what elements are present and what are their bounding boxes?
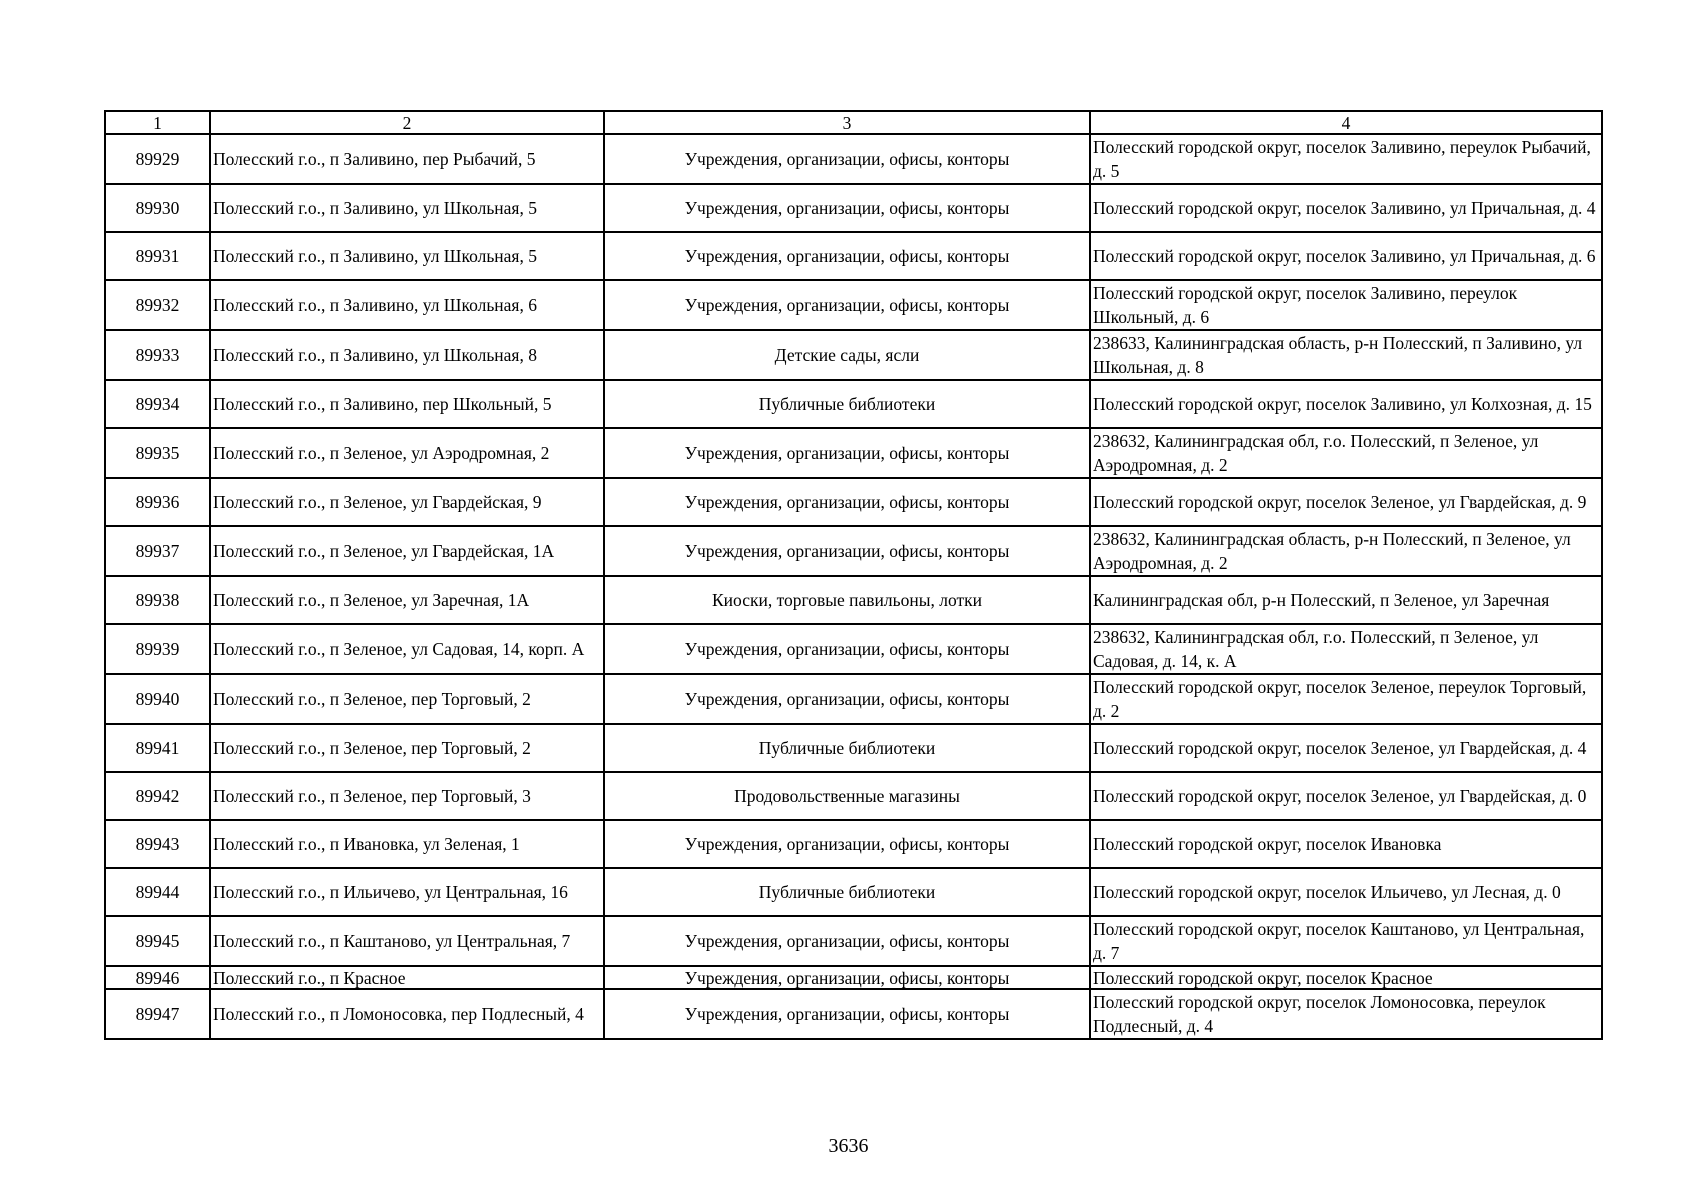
cell-address: Полесский г.о., п Зеленое, ул Аэродромная, 2 [210,428,604,478]
cell-id: 89946 [105,966,210,989]
cell-id: 89929 [105,134,210,184]
cell-full-address: Полесский городской округ, поселок Заливино, переулок Рыбачий, д. 5 [1090,134,1602,184]
table-row [105,868,1602,916]
cell-category: Учреждения, организации, офисы, конторы [604,232,1090,280]
cell-id: 89944 [105,868,210,916]
cell-full-address: Полесский городской округ, поселок Заливино, ул Колхозная, д. 15 [1090,380,1602,428]
cell-id: 89943 [105,820,210,868]
cell-address: Полесский г.о., п Заливино, ул Школьная, 6 [210,280,604,330]
table-row [105,184,1602,232]
cell-address: Полесский г.о., п Ломоносовка, пер Подлесный, 4 [210,989,604,1039]
cell-address: Полесский г.о., п Красное [210,966,604,989]
header-row [105,111,1602,134]
table-row [105,916,1602,966]
cell-full-address: Полесский городской округ, поселок Заливино, ул Причальная, д. 4 [1090,184,1602,232]
cell-address: Полесский г.о., п Заливино, ул Школьная, 5 [210,184,604,232]
cell-full-address: Полесский городской округ, поселок Ломоносовка, переулок Подлесный, д. 4 [1090,989,1602,1039]
cell-full-address: Полесский городской округ, поселок Ивановка [1090,820,1602,868]
cell-address: Полесский г.о., п Зеленое, ул Гвардейская, 1А [210,526,604,576]
cell-id: 89942 [105,772,210,820]
cell-address: Полесский г.о., п Каштаново, ул Центральная, 7 [210,916,604,966]
cell-full-address: Полесский городской округ, поселок Зеленое, переулок Торговый, д. 2 [1090,674,1602,724]
table-row [105,624,1602,674]
cell-category: Учреждения, организации, офисы, конторы [604,134,1090,184]
cell-category: Учреждения, организации, офисы, конторы [604,966,1090,989]
cell-full-address: Полесский городской округ, поселок Красное [1090,966,1602,989]
cell-address: Полесский г.о., п Заливино, пер Школьный, 5 [210,380,604,428]
cell-category: Публичные библиотеки [604,724,1090,772]
cell-full-address: Полесский городской округ, поселок Каштаново, ул Центральная, д. 7 [1090,916,1602,966]
column-header-1: 1 [105,111,210,134]
cell-id: 89938 [105,576,210,624]
cell-id: 89945 [105,916,210,966]
cell-full-address: Полесский городской округ, поселок Зеленое, ул Гвардейская, д. 4 [1090,724,1602,772]
cell-full-address: Полесский городской округ, поселок Зеленое, ул Гвардейская, д. 0 [1090,772,1602,820]
cell-category: Детские сады, ясли [604,330,1090,380]
cell-category: Учреждения, организации, офисы, конторы [604,820,1090,868]
cell-address: Полесский г.о., п Зеленое, ул Заречная, 1А [210,576,604,624]
cell-full-address: 238633, Калининградская область, р-н Полесский, п Заливино, ул Школьная, д. 8 [1090,330,1602,380]
page-number: 3636 [828,1135,869,1157]
table-body [105,111,1602,1039]
cell-address: Полесский г.о., п Ильичево, ул Центральная, 16 [210,868,604,916]
table-row [105,724,1602,772]
cell-full-address: Полесский городской округ, поселок Заливино, переулок Школьный, д. 6 [1090,280,1602,330]
cell-category: Учреждения, организации, офисы, конторы [604,526,1090,576]
column-header-2: 2 [210,111,604,134]
table-row [105,674,1602,724]
cell-id: 89930 [105,184,210,232]
cell-full-address: Полесский городской округ, поселок Заливино, ул Причальная, д. 6 [1090,232,1602,280]
cell-id: 89939 [105,624,210,674]
cell-full-address: 238632, Калининградская обл, г.о. Полесский, п Зеленое, ул Аэродромная, д. 2 [1090,428,1602,478]
table-row [105,280,1602,330]
cell-id: 89931 [105,232,210,280]
cell-id: 89937 [105,526,210,576]
cell-full-address: Калининградская обл, р-н Полесский, п Зеленое, ул Заречная [1090,576,1602,624]
cell-id: 89933 [105,330,210,380]
table-row [105,820,1602,868]
cell-id: 89940 [105,674,210,724]
table-row [105,232,1602,280]
table-row [105,380,1602,428]
cell-category: Учреждения, организации, офисы, конторы [604,478,1090,526]
cell-id: 89934 [105,380,210,428]
cell-address: Полесский г.о., п Заливино, пер Рыбачий, 5 [210,134,604,184]
cell-address: Полесский г.о., п Заливино, ул Школьная, 8 [210,330,604,380]
column-header-4: 4 [1090,111,1602,134]
cell-id: 89935 [105,428,210,478]
cell-category: Учреждения, организации, офисы, конторы [604,989,1090,1039]
table-row [105,526,1602,576]
cell-address: Полесский г.о., п Зеленое, пер Торговый, 2 [210,724,604,772]
cell-category: Киоски, торговые павильоны, лотки [604,576,1090,624]
cell-address: Полесский г.о., п Зеленое, пер Торговый, 2 [210,674,604,724]
cell-id: 89936 [105,478,210,526]
cell-id: 89941 [105,724,210,772]
cell-full-address: 238632, Калининградская обл, г.о. Полесский, п Зеленое, ул Садовая, д. 14, к. А [1090,624,1602,674]
cell-category: Продовольственные магазины [604,772,1090,820]
cell-address: Полесский г.о., п Зеленое, пер Торговый, 3 [210,772,604,820]
cell-id: 89932 [105,280,210,330]
cell-full-address: 238632, Калининградская область, р-н Полесский, п Зеленое, ул Аэродромная, д. 2 [1090,526,1602,576]
table-row [105,772,1602,820]
cell-address: Полесский г.о., п Зеленое, ул Гвардейская, 9 [210,478,604,526]
cell-category: Публичные библиотеки [604,380,1090,428]
cell-category: Учреждения, организации, офисы, конторы [604,184,1090,232]
cell-category: Учреждения, организации, офисы, конторы [604,674,1090,724]
address-table [104,110,1603,1040]
column-header-3: 3 [604,111,1090,134]
table-row [105,478,1602,526]
cell-category: Учреждения, организации, офисы, конторы [604,916,1090,966]
table-row [105,966,1602,989]
cell-address: Полесский г.о., п Заливино, ул Школьная, 5 [210,232,604,280]
cell-category: Учреждения, организации, офисы, конторы [604,280,1090,330]
table-row [105,330,1602,380]
cell-address: Полесский г.о., п Ивановка, ул Зеленая, 1 [210,820,604,868]
table-row [105,989,1602,1039]
cell-full-address: Полесский городской округ, поселок Ильичево, ул Лесная, д. 0 [1090,868,1602,916]
cell-full-address: Полесский городской округ, поселок Зеленое, ул Гвардейская, д. 9 [1090,478,1602,526]
table-row [105,576,1602,624]
cell-id: 89947 [105,989,210,1039]
table-row [105,134,1602,184]
cell-category: Учреждения, организации, офисы, конторы [604,624,1090,674]
cell-address: Полесский г.о., п Зеленое, ул Садовая, 14, корп. А [210,624,604,674]
cell-category: Публичные библиотеки [604,868,1090,916]
cell-category: Учреждения, организации, офисы, конторы [604,428,1090,478]
table-row [105,428,1602,478]
